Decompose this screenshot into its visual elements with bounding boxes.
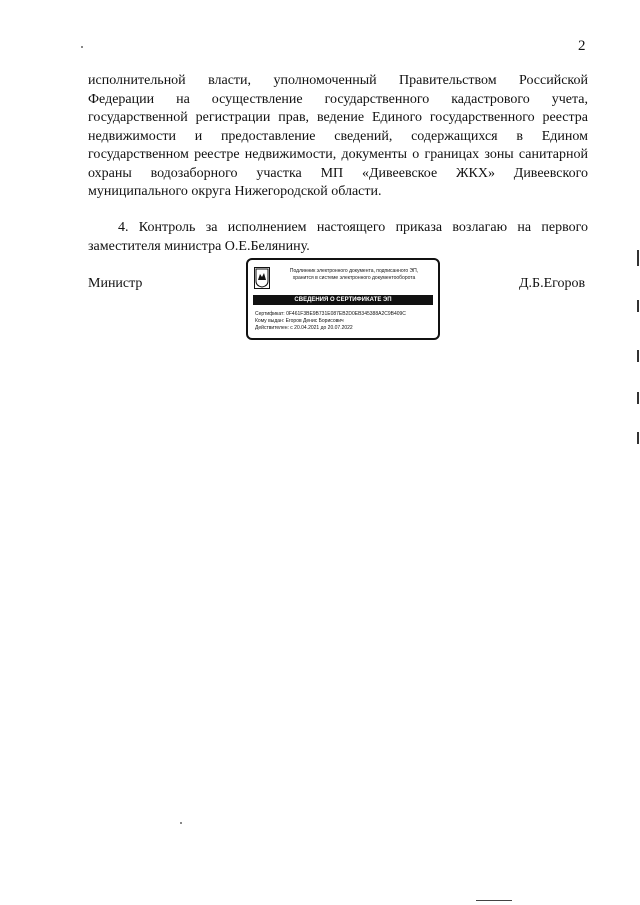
scan-edge-mark <box>637 350 639 362</box>
text-line: охраны водозаборного участка МП «Дивеевское ЖКХ» Дивеевского <box>88 165 588 181</box>
text-line: исполнительной власти, уполномоченный Правительством Российской <box>88 73 588 88</box>
certificate-label: Сертификат: <box>255 311 285 317</box>
issued-to-value: Егоров Денис Борисович <box>285 318 344 324</box>
scan-speck <box>180 822 182 824</box>
scan-edge-mark <box>476 900 512 901</box>
scan-speck <box>81 46 83 48</box>
issued-to-label: Кому выдан: <box>255 318 285 324</box>
stamp-details <box>255 311 406 332</box>
text-line: заместителя министра О.Е.Белянину. <box>88 238 310 254</box>
signatory-position: Министр <box>88 276 143 291</box>
certificate-value: 0F461F3BE9B731E087EB2D0EB345388A2C9B409C <box>286 311 406 317</box>
text-line: 4. Контроль за исполнением настоящего приказа возлагаю на первого <box>118 220 588 235</box>
text-line: недвижимости и предоставление сведений, содержащихся в Едином <box>88 128 588 144</box>
text-line: муниципального округа Нижегородской области. <box>88 184 382 199</box>
valid-value: с 20.04.2021 до 20.07.2022 <box>290 325 353 331</box>
text-line: государственном реестре недвижимости, документы о границах зоны санитарной <box>88 147 588 162</box>
coat-of-arms-icon <box>254 267 270 289</box>
stamp-info-line: хранится в системе электронного документооборота <box>292 274 416 281</box>
scan-edge-mark <box>637 250 639 266</box>
text-line: государственной регистрации прав, ведение Единого государственного реестра <box>88 110 588 125</box>
body-paragraph-1 <box>88 72 588 202</box>
stamp-header: СВЕДЕНИЯ О СЕРТИФИКАТЕ ЭП <box>253 295 433 305</box>
scan-edge-mark <box>637 392 639 404</box>
page-number: 2 <box>578 38 586 54</box>
electronic-signature-stamp <box>246 258 440 340</box>
valid-label: Действителен: <box>255 325 289 331</box>
signer-name: Д.Б.Егоров <box>519 276 586 291</box>
scan-edge-mark <box>637 300 639 312</box>
stamp-info <box>274 268 434 281</box>
scan-edge-mark <box>637 432 639 444</box>
text-line: Федерации на осуществление государственного кадастрового учета, <box>88 91 588 107</box>
stamp-info-line: Подлинник электронного документа, подписанного ЭП, <box>289 268 419 274</box>
body-paragraph-2 <box>88 219 588 256</box>
